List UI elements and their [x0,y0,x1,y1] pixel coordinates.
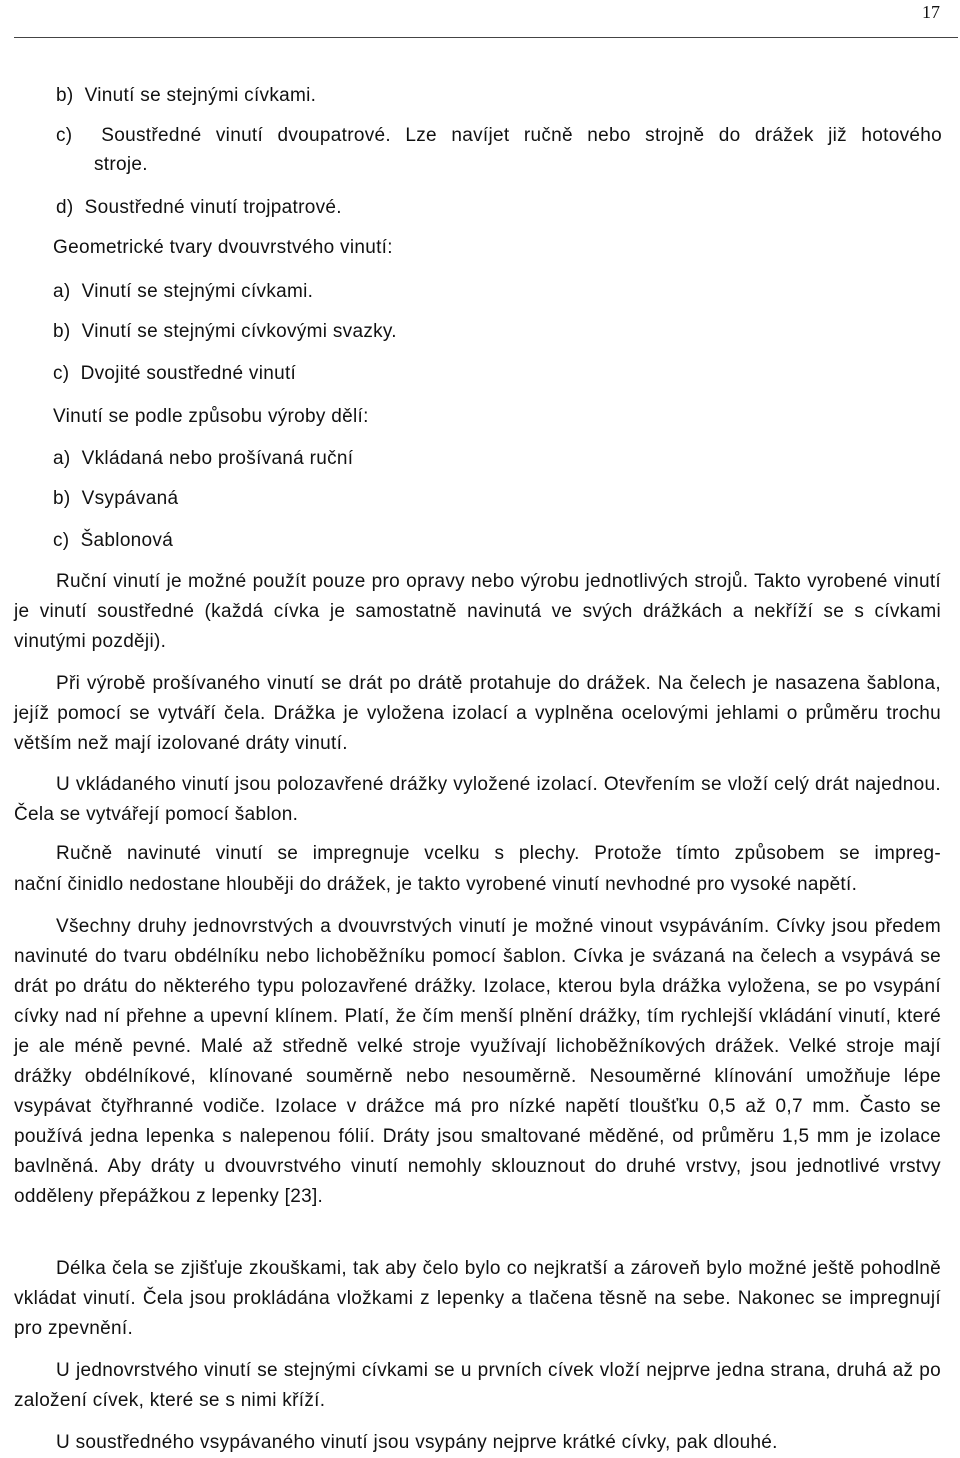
paragraph-7: U jednovrstvého vinutí se stejnými cívkami se u prvních cívek vloží nejprve jedna strana, druhá až po založení cívek, které se s nimi kříží. [14,1360,941,1411]
paragraph-5: Všechny druhy jednovrstvých a dvouvrstvých vinutí je možné vinout vsypáváním. Cívky jsou předem navinuté do tvaru obdélníku nebo lichoběžníku pomocí šablon. Cívka je svázaná na čelech a vsypává se drát po drátu do některého typu polozavřené drážky. Izolace, kterou byla drážka vyložena, se po vsypání cívky nad ní přehne a upevní klínem. Platí, že čím menší plnění drážky, tím rychlejší vkládání vinutí, které je ale méně pevné. Malé až středně velké stroje využívají lichoběžníkových drážek. Velké stroje mají drážky obdélníkové, klínované souměrně nebo nesouměrně. Nesouměrné klínování umožňuje lépe vsypávat čtyřhranné vodiče. Izolace v drážce má pro nízké napětí tloušťku 0,5 až 0,7 mm. Často se používá jedna lepenka s nalepenou fólií. Dráty jsou smaltované měděné, od průměru 1,5 mm je izolace bavlněná. Aby dráty u dvouvrstvého vinutí nemohly sklouznout do druhé vrstvy, jsou jednotlivé vrstvy odděleny přepážkou z lepenky [23]. [14,916,941,1207]
production-item-b: b) Vsypávaná [53,488,179,509]
production-item-a: a) Vkládaná nebo prošívaná ruční [53,448,354,469]
paragraph-8: U soustředného vsypávaného vinutí jsou vsypány nejprve krátké cívky, pak dlouhé. [56,1432,778,1453]
paragraph-6: Délka čela se zjišťuje zkouškami, tak aby čelo bylo co nejkratší a zároveň bylo možné ještě pohodlně vkládat vinutí. Čela jsou prokládána vložkami z lepenky a tlačena těsně na sebe. Nakonec se impregnují pro zpevnění. [14,1258,941,1339]
list-item-d-top: d) Soustředné vinutí trojpatrové. [56,197,342,218]
paragraph-4-line2: nační činidlo nedostane hlouběji do drážek, je takto vyrobené vinutí nevhodné pro vysoké napětí. [14,874,858,895]
geometric-item-b: b) Vinutí se stejnými cívkovými svazky. [53,321,397,342]
paragraph-4-line1: Ručně navinuté vinutí se impregnuje vcelku s plechy. Protože tímto způsobem se impreg- [56,843,941,864]
production-item-c: c) Šablonová [53,530,174,551]
geometric-item-c: c) Dvojité soustředné vinutí [53,363,297,384]
list-item-b-top: b) Vinutí se stejnými cívkami. [56,85,317,106]
geometric-item-a: a) Vinutí se stejnými cívkami. [53,281,314,302]
paragraph-2: Při výrobě prošívaného vinutí se drát po drátě protahuje do drážek. Na čelech je nasazena šablona, jejíž pomocí se vytváří čela. Drážka je vyložena izolací a vyplněna ocelovými jehlami o průměru trochu větším než mají izolované dráty vinutí. [14,673,941,754]
paragraph-3: U vkládaného vinutí jsou polozavřené drážky vyložené izolací. Otevřením se vloží celý drát najednou. Čela se vytvářejí pomocí šablon. [14,774,941,825]
production-heading: Vinutí se podle způsobu výroby dělí: [53,406,369,427]
page-number: 17 [922,2,940,22]
geometric-heading: Geometrické tvary dvouvrstvého vinutí: [53,237,393,258]
list-item-c-top-line1: c) Soustředné vinutí dvoupatrové. Lze navíjet ručně nebo strojně do drážek již hotového [56,125,942,146]
paragraph-1: Ruční vinutí je možné použít pouze pro opravy nebo výrobu jednotlivých strojů. Takto vyrobené vinutí je vinutí soustředné (každá cívka je samostatně navinutá ve svých drážkách a nekříží se s cívkami vinutými později). [14,571,941,652]
header-rule [14,37,958,38]
list-item-c-top-line2: stroje. [94,154,148,175]
